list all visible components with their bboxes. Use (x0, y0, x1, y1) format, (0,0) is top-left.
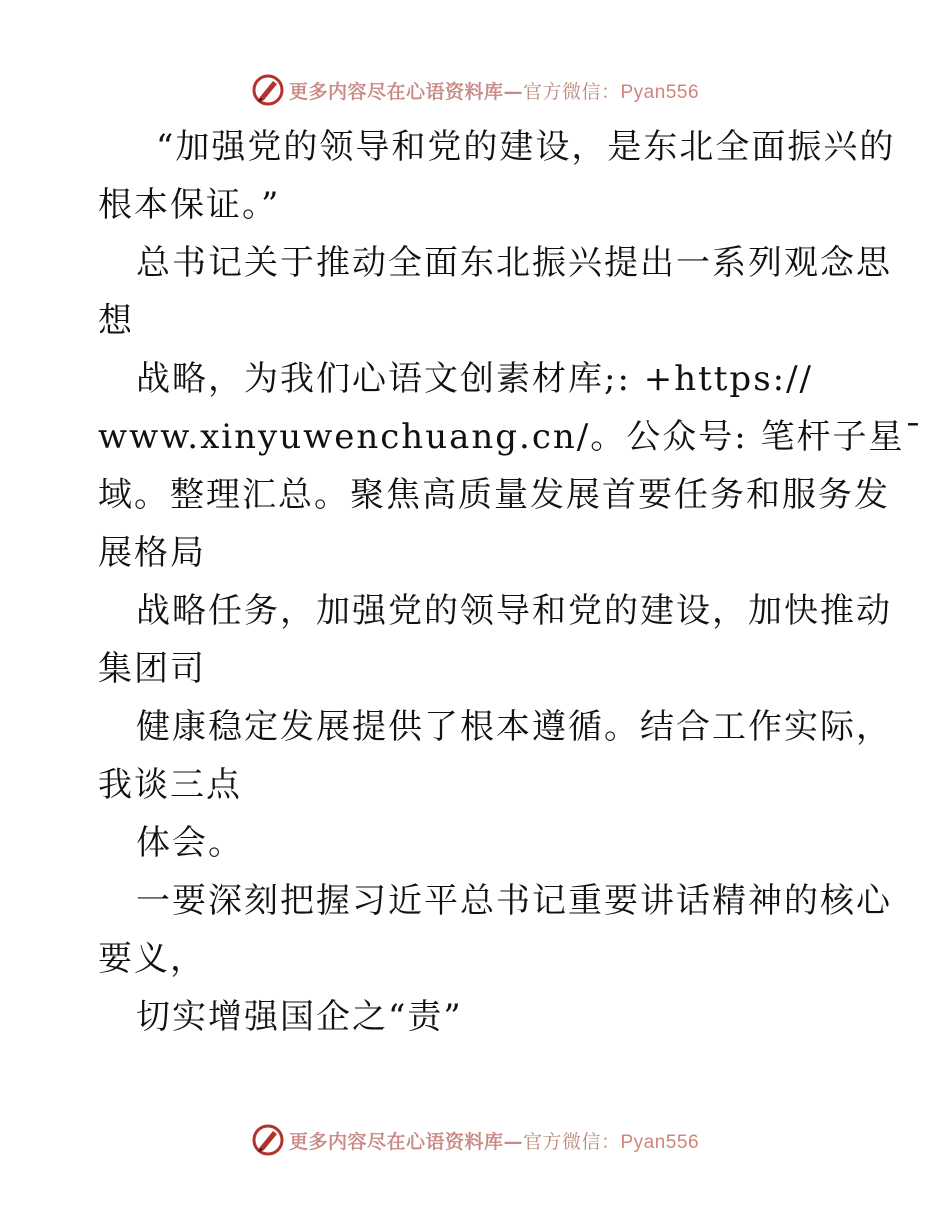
pen-logo-icon (251, 1123, 285, 1157)
text-line-9: 战略任务，加强党的领导和党的建设，加快推动 (136, 591, 892, 631)
pen-logo-icon (251, 73, 285, 107)
footer-dash: — (503, 1130, 523, 1153)
header-site-name: 更多内容尽在心语资料库 (288, 80, 504, 103)
text-line-6: www.xinyuwenchuang.cn/。公众号: 笔杆子星¯ (98, 417, 924, 457)
text-line-12: 我谈三点 (98, 765, 242, 805)
document-body (98, 118, 924, 1046)
text-line-15: 要义， (98, 939, 206, 979)
footer-banner-text (289, 1127, 699, 1154)
text-line-2: 根本保证。” (98, 185, 281, 225)
header-banner-text (289, 77, 699, 104)
text-line-13: 体会。 (136, 823, 244, 863)
footer-wechat-label: 官方微信： (522, 1130, 621, 1153)
header-banner (0, 70, 950, 110)
header-wechat-label: 官方微信： (522, 80, 621, 103)
text-line-3: 总书记关于推动全面东北振兴提出一系列观念思 (136, 243, 892, 283)
text-line-5: 战略，为我们心语文创素材库;: +https:// (136, 359, 814, 399)
text-line-14: 一要深刻把握习近平总书记重要讲话精神的核心 (136, 881, 892, 921)
text-line-16: 切实增强国企之“责” (136, 997, 463, 1037)
header-dash: — (503, 80, 523, 103)
footer-wechat-id: Pyan556 (620, 1131, 700, 1153)
text-line-11: 健康稳定发展提供了根本遵循。结合工作实际， (136, 707, 892, 747)
text-line-4: 想 (98, 301, 134, 341)
text-line-7: 域。整理汇总。聚焦高质量发展首要任务和服务发 (98, 475, 890, 515)
header-wechat-id: Pyan556 (620, 81, 700, 103)
footer-site-name: 更多内容尽在心语资料库 (288, 1130, 504, 1153)
text-line-10: 集团司 (98, 649, 206, 689)
text-line-1: “加强党的领导和党的建设，是东北全面振兴的 (156, 127, 896, 167)
text-line-8: 展格局 (98, 533, 206, 573)
footer-banner (0, 1120, 950, 1160)
